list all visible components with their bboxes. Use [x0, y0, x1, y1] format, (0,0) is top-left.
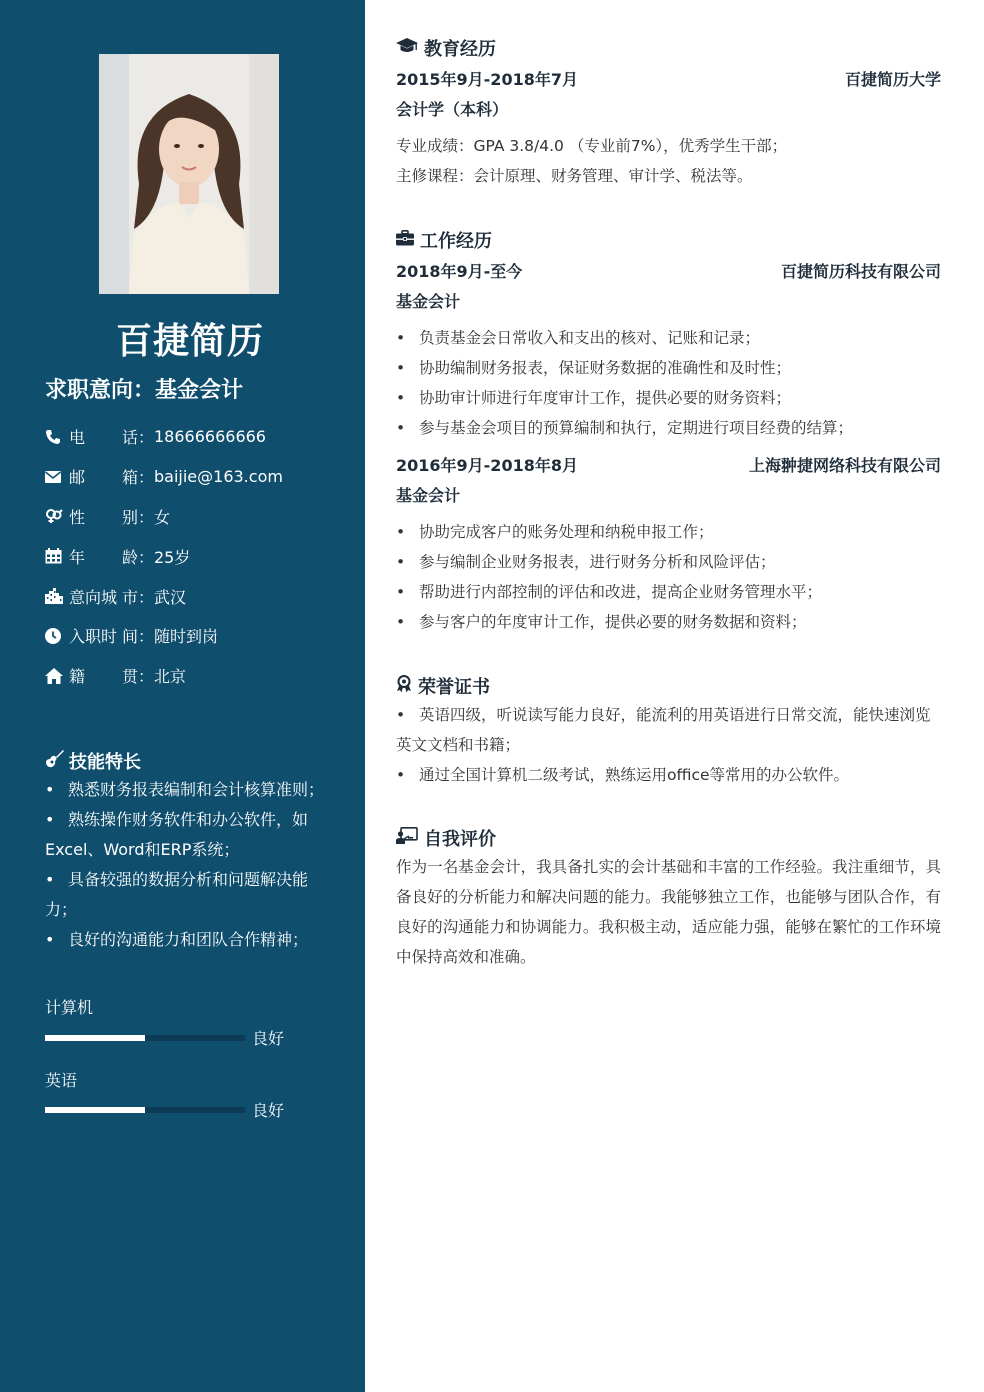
education-line: 专业成绩：GPA 3.8/4.0 （专业前7%），优秀学生干部； — [396, 137, 788, 155]
info-label: 市 — [121, 587, 138, 607]
education-line: 主修课程：会计原理、财务管理、审计学、税法等。 — [396, 167, 753, 185]
info-start-time: 入职时 间： 随时到岗 — [45, 616, 345, 656]
info-label: 贯 — [121, 667, 138, 687]
skill-bar-track — [45, 1035, 245, 1041]
job-duties — [396, 323, 941, 443]
honors-list — [396, 700, 941, 790]
mail-icon — [45, 468, 69, 486]
job-period: 2018年9月-至今 — [396, 262, 523, 281]
info-value: baijie@163.com — [154, 467, 283, 487]
info-label: 龄 — [121, 547, 138, 567]
guitar-icon — [45, 749, 69, 774]
info-hometown: 籍 贯： 北京 — [45, 656, 345, 696]
info-label: 年 — [69, 547, 86, 567]
calendar-icon — [45, 547, 69, 565]
skills-title: 技能特长 — [69, 752, 141, 773]
duty-text: 协助编制财务报表，保证财务数据的准确性和及时性； — [419, 359, 792, 377]
info-value: 随时到岗 — [154, 627, 219, 647]
work-heading — [396, 227, 492, 253]
list-item: • 协助完成客户的账务处理和纳税申报工作； — [396, 523, 714, 541]
profile-photo — [99, 54, 279, 294]
skill-bar-track — [45, 1107, 245, 1113]
list-item: • 帮助进行内部控制的评估和改进，提高企业财务管理水平； — [396, 583, 823, 601]
honor-text: 通过全国计算机二级考试，熟练运用office等常用的办公软件。 — [419, 766, 850, 784]
education-title: 教育经历 — [424, 39, 496, 60]
skill-text: 良好的沟通能力和团队合作精神； — [68, 930, 309, 949]
candidate-name: 百捷简历 — [115, 321, 264, 362]
duty-text: 协助完成客户的账务处理和纳税申报工作； — [419, 523, 714, 541]
skill-bar-fill — [45, 1035, 145, 1041]
info-phone: 电 话： 18666666666 — [45, 417, 345, 457]
clock-icon — [45, 627, 69, 645]
duty-text: 参与基金会项目的预算编制和执行，定期进行项目经费的结算； — [419, 419, 854, 437]
info-label: 籍 — [69, 667, 86, 687]
list-item: • 参与编制企业财务报表，进行财务分析和风险评估； — [396, 553, 776, 571]
award-icon — [396, 675, 418, 698]
duty-text: 负责基金会日常收入和支出的核对、记账和记录； — [419, 329, 761, 347]
job-role: 基金会计 — [396, 486, 461, 505]
duty-text: 参与编制企业财务报表，进行财务分析和风险评估； — [419, 553, 776, 571]
list-item: • 具备较强的数据分析和问题解决能力； — [45, 870, 309, 919]
skills-heading — [45, 748, 141, 774]
gender-icon — [45, 507, 69, 525]
info-gender: 性 别： 女 — [45, 497, 345, 537]
self-eval-title: 自我评价 — [424, 829, 496, 850]
list-item: • 协助审计师进行年度审计工作，提供必要的财务资料； — [396, 389, 792, 407]
duty-text: 协助审计师进行年度审计工作，提供必要的财务资料； — [419, 389, 792, 407]
city-icon — [45, 587, 69, 605]
skill-bar-label: 计算机 — [45, 998, 94, 1017]
job-period: 2016年9月-2018年8月 — [396, 456, 578, 475]
info-label: 性 — [69, 507, 86, 527]
education-details — [396, 131, 941, 191]
job-company: 百捷简历科技有限公司 — [780, 262, 941, 281]
info-email: 邮 箱： baijie@163.com — [45, 457, 345, 497]
duty-text: 帮助进行内部控制的评估和改进，提高企业财务管理水平； — [419, 583, 823, 601]
skill-text: 具备较强的数据分析和问题解决能力； — [45, 870, 309, 919]
sidebar — [0, 0, 365, 1392]
presentation-icon — [396, 827, 424, 849]
education-period: 2015年9月-2018年7月 — [396, 70, 578, 89]
honor-text: 英语四级，听说读写能力良好，能流利的用英语进行日常交流，能快速浏览英文文档和书籍； — [396, 706, 931, 754]
home-icon — [45, 667, 69, 685]
skill-bar-level: 良好 — [252, 1101, 285, 1120]
job-company: 上海翀捷网络科技有限公司 — [748, 456, 941, 475]
work-title: 工作经历 — [420, 231, 492, 252]
graduation-cap-icon — [396, 38, 424, 59]
job-row — [396, 259, 941, 282]
self-eval-text: 作为一名基金会计，我具备扎实的会计基础和丰富的工作经验。我注重细节，具备良好的分析能力和解决问题的能力。我能够独立工作，也能够与团队合作，有良好的沟通能力和协调能力。我积极主动，适应能力强，能够在繁忙的工作环境中保持高效和准确。 — [396, 858, 941, 966]
self-eval-heading — [396, 825, 496, 851]
duty-text: 参与客户的年度审计工作，提供必要的财务数据和资料； — [419, 613, 807, 631]
info-label: 邮 — [69, 468, 86, 488]
info-label: 箱 — [121, 468, 138, 488]
info-value: 北京 — [154, 667, 187, 687]
info-city: 意向城 市： 武汉 — [45, 576, 345, 616]
info-label: 入职时 — [69, 627, 118, 647]
job-role: 基金会计 — [396, 292, 461, 311]
info-value: 女 — [154, 507, 171, 527]
personal-info — [45, 417, 345, 696]
skill-text: 熟练操作财务软件和办公软件，如Excel、Word和ERP系统； — [45, 810, 309, 859]
education-row — [396, 67, 941, 90]
skills-list — [45, 775, 330, 955]
info-label: 别 — [121, 507, 138, 527]
info-value: 25岁 — [154, 547, 191, 567]
info-value: 武汉 — [154, 587, 187, 607]
honors-title: 荣誉证书 — [418, 677, 490, 698]
info-label: 间 — [121, 627, 138, 647]
list-item: • 通过全国计算机二级考试，熟练运用office等常用的办公软件。 — [396, 766, 850, 784]
list-item: • 负责基金会日常收入和支出的核对、记账和记录； — [396, 329, 761, 347]
list-item: • 英语四级，听说读写能力良好，能流利的用英语进行日常交流，能快速浏览英文文档和书籍； — [396, 706, 931, 754]
list-item: • 熟悉财务报表编制和会计核算准则； — [45, 780, 325, 799]
info-label: 电 — [69, 428, 86, 448]
honors-heading — [396, 673, 490, 699]
job-row — [396, 453, 941, 476]
list-item: • 协助编制财务报表，保证财务数据的准确性和及时性； — [396, 359, 792, 377]
skill-bar-level: 良好 — [252, 1029, 285, 1048]
list-item: • 参与客户的年度审计工作，提供必要的财务数据和资料； — [396, 613, 807, 631]
education-school: 百捷简历大学 — [844, 70, 941, 89]
education-heading — [396, 35, 496, 61]
list-item: • 参与基金会项目的预算编制和执行，定期进行项目经费的结算； — [396, 419, 854, 437]
list-item: • 良好的沟通能力和团队合作精神； — [45, 930, 309, 949]
info-label: 话 — [121, 428, 138, 448]
skill-text: 熟悉财务报表编制和会计核算准则； — [68, 780, 325, 799]
list-item: • 熟练操作财务软件和办公软件，如Excel、Word和ERP系统； — [45, 810, 309, 859]
info-label: 意向城 — [69, 587, 118, 607]
job-objective: 求职意向：基金会计 — [45, 378, 244, 403]
skill-bar-fill — [45, 1107, 145, 1113]
education-major: 会计学（本科） — [396, 100, 509, 119]
info-value: 18666666666 — [154, 427, 266, 447]
phone-icon — [45, 428, 69, 446]
info-age: 年 龄： 25岁 — [45, 536, 345, 576]
skill-bar-label: 英语 — [45, 1071, 78, 1090]
job-duties — [396, 517, 941, 637]
briefcase-icon — [396, 230, 420, 251]
